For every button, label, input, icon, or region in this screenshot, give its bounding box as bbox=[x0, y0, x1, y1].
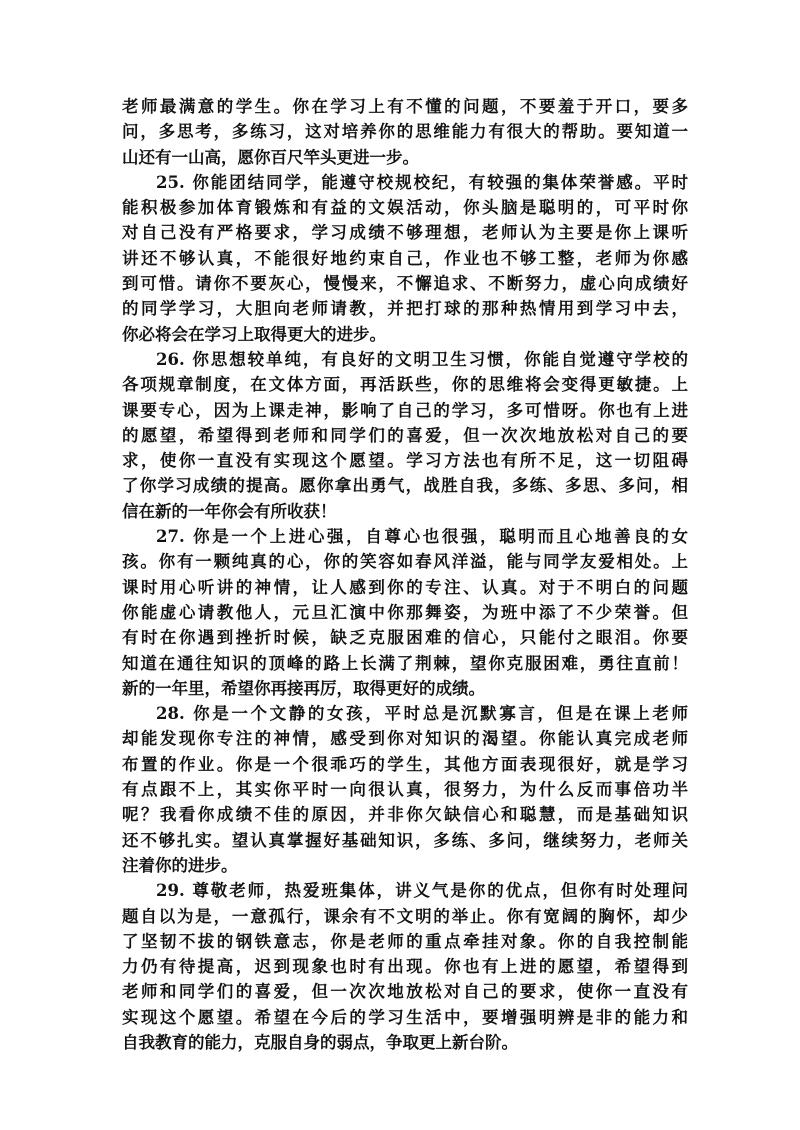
text-line: 28. 你是一个文静的女孩，平时总是沉默寡言，但是在课上老师 bbox=[156, 704, 688, 724]
text-line: 老师和同学们的喜爱，但一次次地放松对自己的要求，使你一直没有 bbox=[122, 982, 688, 1002]
paragraph-27 bbox=[122, 524, 688, 701]
text-line: 讲还不够认真，不能很好地约束自己，作业也不够工整，老师为你感 bbox=[122, 248, 688, 268]
text-line: 布置的作业。你是一个很乖巧的学生，其他方面表现很好，就是学习 bbox=[122, 754, 688, 774]
text-line: 有时在你遇到挫折时候，缺乏克服困难的信心，只能付之眼泪。你要 bbox=[122, 628, 688, 648]
document-body bbox=[122, 94, 688, 1055]
text-line: 29. 尊敬老师，热爱班集体，讲义气是你的优点，但你有时处理问 bbox=[156, 881, 688, 901]
text-line: 课时用心听讲的神情，让人感到你的专注、认真。对于不明白的问题 bbox=[122, 577, 688, 597]
text-line: 信在新的一年你会有所收获！ bbox=[122, 501, 337, 521]
paragraph-29 bbox=[122, 878, 688, 1055]
text-line: 还不够扎实。望认真掌握好基础知识，多练、多问，继续努力，老师关 bbox=[122, 830, 688, 850]
text-line: 能积极参加体育锻炼和有益的文娱活动，你头脑是聪明的，可平时你 bbox=[122, 198, 688, 218]
text-line: 呢？我看你成绩不佳的原因，并非你欠缺信心和聪慧，而是基础知识 bbox=[122, 805, 688, 825]
text-line: 25. 你能团结同学，能遵守校规校纪，有较强的集体荣誉感。平时 bbox=[156, 172, 688, 192]
text-line: 新的一年里，希望你再接再厉，取得更好的成绩。 bbox=[122, 678, 485, 698]
text-line: 老师最满意的学生。你在学习上有不懂的问题，不要羞于开口，要多 bbox=[122, 97, 688, 116]
text-line: 了你学习成绩的提高。愿你拿出勇气，战胜自我，多练、多思、多问，相 bbox=[122, 476, 688, 496]
text-line: 课要专心，因为上课走神，影响了自己的学习，多可惜呀。你也有上进 bbox=[122, 400, 688, 420]
text-line: 有点跟不上，其实你平时一向很认真，很努力，为什么反而事倍功半 bbox=[122, 780, 688, 800]
text-line: 对自己没有严格要求，学习成绩不够理想，老师认为主要是你上课听 bbox=[122, 223, 688, 243]
text-line: 却能发现你专注的神情，感受到你对知识的渴望。你能认真完成老师 bbox=[122, 729, 688, 749]
text-line: 了坚韧不拔的钢铁意志，你是老师的重点牵挂对象。你的自我控制能 bbox=[122, 931, 688, 951]
paragraph-24-continuation bbox=[122, 94, 688, 170]
paragraph-26 bbox=[122, 347, 688, 524]
text-line: 26. 你思想较单纯，有良好的文明卫生习惯，你能自觉遵守学校的 bbox=[156, 349, 688, 369]
text-line: 求，使你一直没有实现这个愿望。学习方法也有所不足，这一切阻碍 bbox=[122, 451, 688, 471]
text-line: 实现这个愿望。希望在今后的学习生活中，要增强明辨是非的能力和 bbox=[122, 1007, 688, 1027]
text-line: 知道在通往知识的顶峰的路上长满了荆棘，望你克服困难，勇往直前！ bbox=[122, 653, 688, 673]
text-line: 各项规章制度，在文体方面，再活跃些，你的思维将会变得更敏捷。上 bbox=[122, 375, 688, 395]
text-line: 27. 你是一个上进心强，自尊心也很强，聪明而且心地善良的女 bbox=[156, 527, 688, 547]
paragraph-25 bbox=[122, 170, 688, 347]
paragraph-28 bbox=[122, 701, 688, 878]
text-line: 问，多思考，多练习，这对培养你的思维能力有很大的帮助。要知道一 bbox=[122, 122, 688, 142]
text-line: 题自以为是，一意孤行，课余有不文明的举止。你有宽阔的胸怀，却少 bbox=[122, 906, 688, 926]
text-line: 自我教育的能力，克服自身的弱点，争取更上新台阶。 bbox=[122, 1032, 518, 1052]
text-line: 的同学学习，大胆向老师请教，并把打球的那种热情用到学习中去， bbox=[122, 299, 688, 319]
text-line: 你必将会在学习上取得更大的进步。 bbox=[122, 324, 386, 344]
text-line: 注着你的进步。 bbox=[122, 855, 238, 875]
text-line: 到可惜。请你不要灰心，慢慢来，不懈追求、不断努力，虚心向成绩好 bbox=[122, 274, 688, 294]
text-line: 孩。你有一颗纯真的心，你的笑容如春风洋溢，能与同学友爱相处。上 bbox=[122, 552, 688, 572]
text-line: 力仍有待提高，迟到现象也时有出现。你也有上进的愿望，希望得到 bbox=[122, 957, 688, 977]
text-line: 山还有一山高，愿你百尺竿头更进一步。 bbox=[122, 147, 419, 167]
text-line: 的愿望，希望得到老师和同学们的喜爱，但一次次地放松对自己的要 bbox=[122, 425, 688, 445]
text-line: 你能虚心请教他人，元旦汇演中你那舞姿，为班中添了不少荣誉。但 bbox=[122, 602, 688, 622]
